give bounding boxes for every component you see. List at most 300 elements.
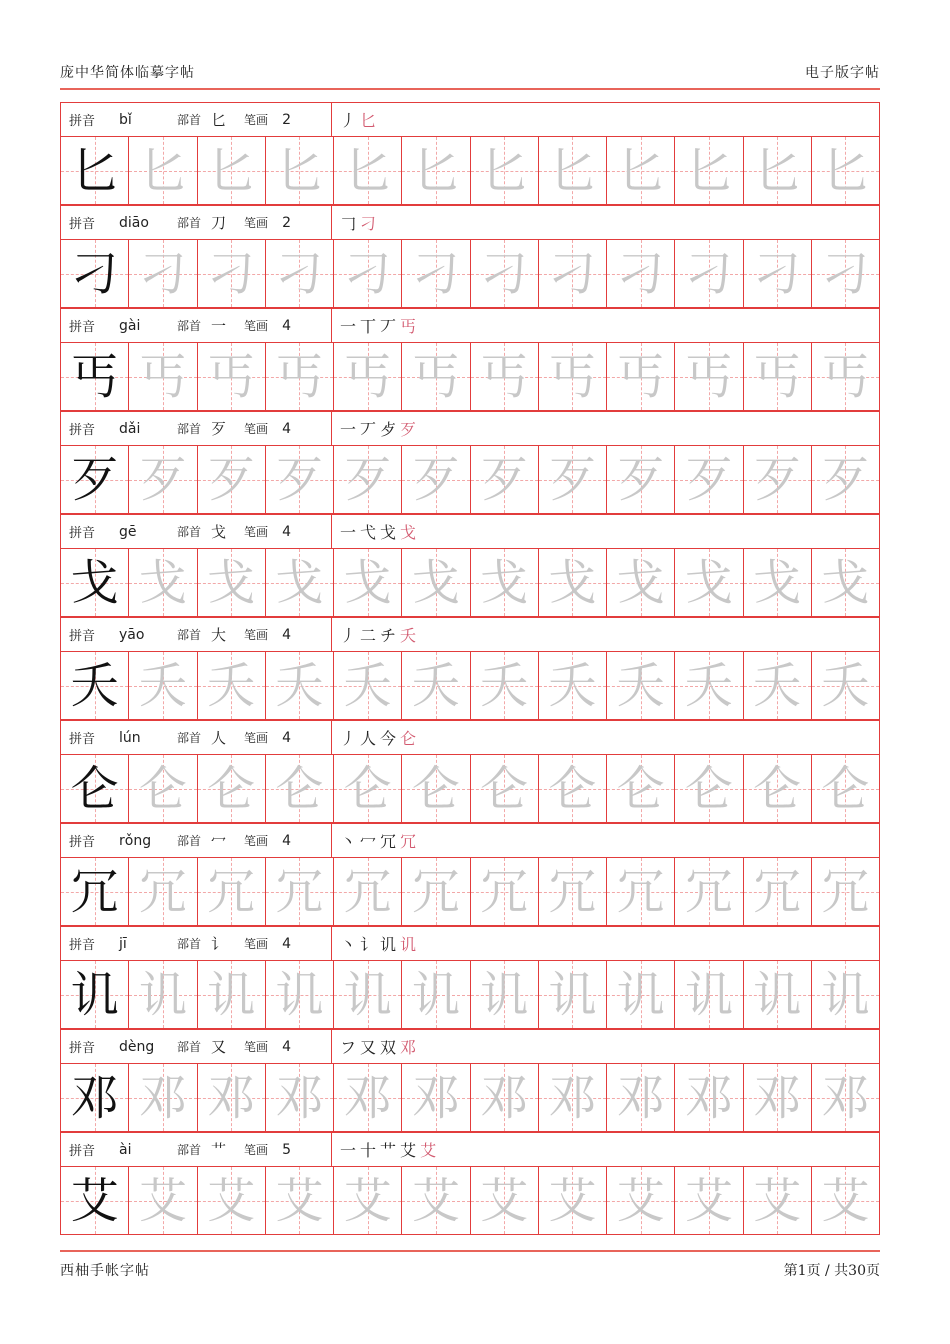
radical-value: 艹 [211,1141,227,1159]
trace-char-cell[interactable] [471,343,539,410]
pinyin-label: 拼音 [69,1144,96,1159]
trace-char: 艾 [753,1172,802,1229]
trace-char-cell[interactable] [744,652,812,719]
trace-char: 丐 [548,348,597,405]
trace-char-cell[interactable] [539,240,607,307]
trace-char: 艾 [480,1172,529,1229]
trace-char: 艾 [548,1172,597,1229]
practice-row [60,651,880,720]
trace-char-cell[interactable] [812,1167,880,1234]
radical-value: 讠 [211,935,227,953]
trace-char-cell[interactable] [744,961,812,1028]
trace-char-cell[interactable] [607,961,675,1028]
trace-char-cell[interactable] [402,446,470,513]
trace-char-cell[interactable] [675,240,743,307]
trace-char-cell[interactable] [607,652,675,719]
trace-char-cell[interactable] [198,755,266,822]
trace-char-cell[interactable] [812,755,880,822]
trace-char: 戈 [411,554,460,611]
trace-char-cell[interactable] [812,240,880,307]
trace-char: 丐 [821,348,870,405]
trace-char-cell[interactable] [675,1064,743,1131]
trace-char-cell[interactable] [334,240,402,307]
trace-char-cell[interactable] [744,549,812,616]
trace-char-cell[interactable] [812,1064,880,1131]
trace-char: 艾 [207,1172,256,1229]
trace-char: 讥 [207,966,256,1023]
trace-char-cell[interactable] [129,343,197,410]
trace-char-cell[interactable] [402,858,470,925]
trace-char-cell[interactable] [266,446,334,513]
trace-char-cell[interactable] [266,240,334,307]
trace-char: 丐 [411,348,460,405]
pinyin-value: gài [119,317,141,334]
trace-char: 丐 [275,348,324,405]
stroke-step: 丿 [340,626,361,645]
trace-char: 歹 [411,451,460,508]
trace-char-cell[interactable] [334,652,402,719]
model-char: 歹 [70,451,119,508]
trace-char: 刁 [138,245,187,302]
trace-char: 仑 [411,760,460,817]
trace-char-cell[interactable] [607,549,675,616]
radical-label: 部首 [177,834,202,848]
radical-label: 部首 [177,1040,202,1054]
trace-char-cell[interactable] [198,446,266,513]
trace-char: 讥 [138,966,187,1023]
radical-label: 部首 [177,525,202,539]
trace-char: 冗 [275,863,324,920]
trace-char-cell[interactable] [129,858,197,925]
trace-char: 歹 [548,451,597,508]
trace-char-cell[interactable] [266,549,334,616]
stroke-step: 戈 [400,523,421,542]
stroke-step: 讥 [400,935,421,954]
char-info-row [60,102,880,136]
trace-char: 丐 [684,348,733,405]
trace-char-cell[interactable] [744,137,812,204]
trace-char-cell[interactable] [198,858,266,925]
stroke-step: 丿 [340,729,361,748]
stroke-step: フ [340,1038,361,1057]
stroke-step: 讠 [360,935,381,954]
document-title: 庞中华简体临摹字帖 [60,65,195,81]
stroke-step: 丿 [340,111,361,130]
trace-char: 仑 [616,760,665,817]
stroke-step: 一 [340,420,361,439]
trace-char: 冗 [480,863,529,920]
trace-char: 刁 [821,245,870,302]
trace-char: 戈 [753,554,802,611]
trace-char: 匕 [138,142,187,199]
practice-row [60,1063,880,1132]
trace-char-cell[interactable] [607,137,675,204]
trace-char: 匕 [480,142,529,199]
trace-char-cell[interactable] [539,652,607,719]
trace-char: 讥 [753,966,802,1023]
trace-char-cell[interactable] [675,446,743,513]
trace-char-cell[interactable] [198,1167,266,1234]
trace-char-cell[interactable] [198,652,266,719]
trace-char-cell[interactable] [266,961,334,1028]
trace-char: 仑 [275,760,324,817]
trace-char: 夭 [684,657,733,714]
trace-char-cell[interactable] [744,755,812,822]
radical-value: 匕 [211,111,227,129]
trace-char: 讥 [480,966,529,1023]
radical-label: 部首 [177,937,202,951]
trace-char-cell[interactable] [266,858,334,925]
trace-char: 刁 [207,245,256,302]
trace-char-cell[interactable] [198,549,266,616]
radical-label: 部首 [177,1143,202,1157]
trace-char: 讥 [411,966,460,1023]
trace-char: 歹 [343,451,392,508]
trace-char-cell[interactable] [744,1167,812,1234]
stroke-count: 2 [282,111,291,128]
stroke-sequence [340,314,420,337]
trace-char-cell[interactable] [334,549,402,616]
trace-char-cell[interactable] [744,858,812,925]
trace-char-cell[interactable] [198,343,266,410]
trace-char-cell[interactable] [607,1167,675,1234]
trace-char-cell[interactable] [471,858,539,925]
trace-char-cell[interactable] [402,240,470,307]
trace-char-cell[interactable] [471,652,539,719]
strokes-label: 笔画 [244,1040,269,1054]
trace-char: 艾 [616,1172,665,1229]
trace-char-cell[interactable] [129,1064,197,1131]
trace-char-cell[interactable] [607,240,675,307]
practice-row [60,754,880,823]
char-info-row [60,720,880,754]
practice-row [60,239,880,308]
trace-char-cell[interactable] [675,1167,743,1234]
stroke-step: 艾 [420,1141,441,1160]
pinyin-value: yāo [119,626,145,643]
footer-divider [60,1250,880,1252]
stroke-step: 艹 [380,1141,401,1160]
trace-char-cell[interactable] [129,1167,197,1234]
trace-char-cell[interactable] [539,1167,607,1234]
strokes-label: 笔画 [244,731,269,745]
stroke-step: 一 [340,1141,361,1160]
practice-row [60,342,880,411]
trace-char: 邓 [616,1069,665,1126]
trace-char-cell[interactable] [266,1064,334,1131]
strokes-label: 笔画 [244,628,269,642]
stroke-step: 冗 [380,832,401,851]
trace-char-cell[interactable] [675,961,743,1028]
stroke-count: 4 [282,935,291,952]
stroke-sequence [340,417,420,440]
trace-char: 戈 [616,554,665,611]
radical-value: 一 [211,317,227,335]
stroke-step: 丶 [340,832,361,851]
trace-char-cell[interactable] [539,961,607,1028]
trace-char-cell[interactable] [334,961,402,1028]
trace-char-cell[interactable] [266,652,334,719]
trace-char: 仑 [343,760,392,817]
model-char-cell [61,137,129,204]
radical-label: 部首 [177,113,202,127]
practice-row [60,548,880,617]
stroke-step: 双 [380,1038,401,1057]
pinyin-value: bǐ [119,111,132,128]
trace-char-cell[interactable] [744,343,812,410]
stroke-sequence [340,1138,440,1161]
trace-char: 邓 [411,1069,460,1126]
trace-char: 戈 [138,554,187,611]
trace-char-cell[interactable] [471,1064,539,1131]
trace-char-cell[interactable] [402,652,470,719]
stroke-count: 4 [282,420,291,437]
model-char-cell [61,1167,129,1234]
trace-char-cell[interactable] [266,1167,334,1234]
trace-char: 匕 [753,142,802,199]
trace-char-cell[interactable] [675,858,743,925]
char-info-row [60,823,880,857]
trace-char: 冗 [684,863,733,920]
trace-char: 夭 [343,657,392,714]
trace-char-cell[interactable] [402,755,470,822]
trace-char-cell[interactable] [129,961,197,1028]
trace-char-cell[interactable] [198,961,266,1028]
pinyin-label: 拼音 [69,526,96,541]
stroke-step: 歺 [380,420,401,439]
stroke-step: 丆 [380,317,401,336]
char-info-row [60,205,880,239]
trace-char-cell[interactable] [129,240,197,307]
trace-char: 艾 [684,1172,733,1229]
trace-char-cell[interactable] [812,652,880,719]
radical-value: 大 [211,626,227,644]
trace-char: 仑 [480,760,529,817]
trace-char-cell[interactable] [266,343,334,410]
trace-char-cell[interactable] [675,755,743,822]
trace-char: 冗 [616,863,665,920]
trace-char: 邓 [138,1069,187,1126]
trace-char-cell[interactable] [129,446,197,513]
trace-char-cell[interactable] [812,961,880,1028]
trace-char-cell[interactable] [607,755,675,822]
trace-char-cell[interactable] [812,446,880,513]
trace-char-cell[interactable] [471,1167,539,1234]
trace-char: 歹 [616,451,665,508]
trace-char-cell[interactable] [402,137,470,204]
trace-char-cell[interactable] [334,137,402,204]
radical-value: 刀 [211,214,227,232]
trace-char-cell[interactable] [471,137,539,204]
trace-char: 仑 [684,760,733,817]
trace-char-cell[interactable] [334,446,402,513]
trace-char: 夭 [548,657,597,714]
trace-char: 刁 [343,245,392,302]
trace-char-cell[interactable] [129,137,197,204]
trace-char-cell[interactable] [812,549,880,616]
strokes-label: 笔画 [244,319,269,333]
trace-char-cell[interactable] [334,755,402,822]
model-char: 夭 [70,657,119,714]
trace-char-cell[interactable] [334,858,402,925]
trace-char-cell[interactable] [334,343,402,410]
pinyin-label: 拼音 [69,835,96,850]
trace-char-cell[interactable] [675,137,743,204]
model-char-cell [61,1064,129,1131]
trace-char: 丐 [753,348,802,405]
stroke-step: 丆 [360,420,381,439]
trace-char-cell[interactable] [471,549,539,616]
trace-char: 丐 [480,348,529,405]
trace-char-cell[interactable] [129,755,197,822]
trace-char: 丐 [616,348,665,405]
stroke-count: 4 [282,626,291,643]
pinyin-value: jī [119,935,127,952]
stroke-sequence [340,211,380,234]
model-char: 讥 [70,966,119,1023]
trace-char: 丐 [207,348,256,405]
radical-value: 又 [211,1038,227,1056]
stroke-step: 一 [340,523,361,542]
stroke-step: 戈 [380,523,401,542]
trace-char-cell[interactable] [539,549,607,616]
trace-char-cell[interactable] [607,1064,675,1131]
trace-char-cell[interactable] [402,961,470,1028]
trace-char: 冗 [548,863,597,920]
trace-char: 刁 [753,245,802,302]
stroke-step: 邓 [400,1038,421,1057]
page-indicator: 第1页 / 共30页 [783,1263,880,1279]
trace-char-cell[interactable] [607,858,675,925]
stroke-step: 仑 [400,729,421,748]
trace-char-cell[interactable] [471,755,539,822]
stroke-count: 4 [282,729,291,746]
trace-char: 艾 [343,1172,392,1229]
trace-char: 冗 [343,863,392,920]
trace-char-cell[interactable] [744,446,812,513]
trace-char-cell[interactable] [539,137,607,204]
trace-char-cell[interactable] [744,240,812,307]
trace-char-cell[interactable] [129,652,197,719]
trace-char-cell[interactable] [334,1167,402,1234]
trace-char: 刁 [480,245,529,302]
pinyin-value: gē [119,523,137,540]
trace-char-cell[interactable] [675,343,743,410]
trace-char-cell[interactable] [607,343,675,410]
stroke-step: 二 [360,626,381,645]
radical-label: 部首 [177,216,202,230]
pinyin-label: 拼音 [69,1041,96,1056]
trace-char: 讥 [821,966,870,1023]
stroke-step: 冗 [400,832,421,851]
pinyin-value: dèng [119,1038,155,1055]
trace-char: 夭 [821,657,870,714]
trace-char-cell[interactable] [539,343,607,410]
radical-label: 部首 [177,731,202,745]
stroke-step: 今 [380,729,401,748]
model-char-cell [61,858,129,925]
trace-char: 刁 [616,245,665,302]
trace-char: 刁 [411,245,460,302]
radical-label: 部首 [177,319,202,333]
trace-char: 丐 [343,348,392,405]
trace-char-cell[interactable] [402,1064,470,1131]
strokes-label: 笔画 [244,937,269,951]
trace-char: 讥 [684,966,733,1023]
stroke-sequence [340,829,420,852]
trace-char: 戈 [207,554,256,611]
trace-char: 邓 [275,1069,324,1126]
trace-char: 艾 [275,1172,324,1229]
model-char-cell [61,549,129,616]
trace-char-cell[interactable] [198,1064,266,1131]
footer-brand: 西柚手帐字帖 [60,1263,150,1279]
trace-char-cell[interactable] [334,1064,402,1131]
trace-char-cell[interactable] [539,446,607,513]
stroke-sequence [340,108,380,131]
trace-char: 夭 [138,657,187,714]
model-char: 匕 [70,142,119,199]
model-char: 邓 [70,1069,119,1126]
trace-char-cell[interactable] [402,1167,470,1234]
trace-char: 仑 [753,760,802,817]
stroke-count: 4 [282,523,291,540]
trace-char-cell[interactable] [129,549,197,616]
model-char: 冗 [70,863,119,920]
stroke-step: チ [380,626,401,645]
trace-char-cell[interactable] [812,343,880,410]
trace-char: 歹 [684,451,733,508]
trace-char-cell[interactable] [402,549,470,616]
trace-char-cell[interactable] [471,961,539,1028]
model-char: 艾 [70,1172,119,1229]
stroke-step: 讥 [380,935,401,954]
trace-char-cell[interactable] [266,137,334,204]
trace-char: 刁 [684,245,733,302]
trace-char: 邓 [480,1069,529,1126]
pinyin-label: 拼音 [69,114,96,129]
trace-char-cell[interactable] [198,137,266,204]
trace-char-cell[interactable] [812,858,880,925]
trace-char-cell[interactable] [744,1064,812,1131]
trace-char-cell[interactable] [539,755,607,822]
practice-row [60,445,880,514]
trace-char-cell[interactable] [198,240,266,307]
trace-char-cell[interactable] [675,652,743,719]
stroke-step: 冖 [360,832,381,851]
stroke-step: 人 [360,729,381,748]
char-info-row [60,926,880,960]
trace-char-cell[interactable] [675,549,743,616]
trace-char-cell[interactable] [266,755,334,822]
trace-char-cell[interactable] [607,446,675,513]
trace-char-cell[interactable] [812,137,880,204]
trace-char-cell[interactable] [539,1064,607,1131]
stroke-step: 丶 [340,935,361,954]
trace-char-cell[interactable] [471,240,539,307]
trace-char-cell[interactable] [539,858,607,925]
trace-char-cell[interactable] [471,446,539,513]
trace-char: 刁 [548,245,597,302]
trace-char: 冗 [411,863,460,920]
trace-char-cell[interactable] [402,343,470,410]
pinyin-value: lún [119,729,141,746]
pinyin-label: 拼音 [69,320,96,335]
stroke-step: 夭 [400,626,421,645]
trace-char: 戈 [343,554,392,611]
trace-char: 讥 [343,966,392,1023]
char-info-row [60,617,880,651]
